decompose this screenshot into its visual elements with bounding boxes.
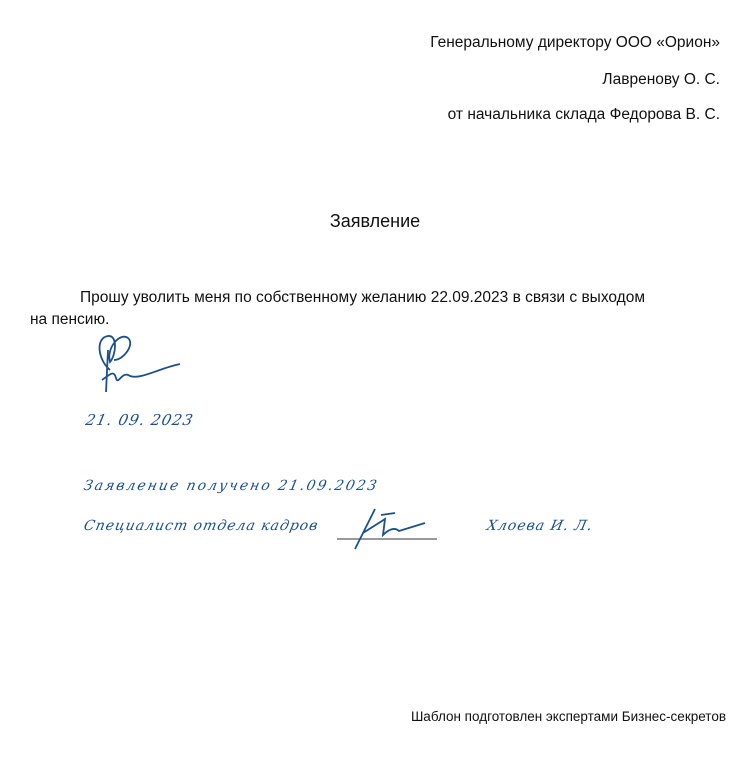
received-note: Заявление получено 21.09.2023: [82, 478, 381, 494]
addressee-line-2: Лавренову О. С.: [602, 71, 720, 88]
from-line: от начальника склада Федорова В. С.: [447, 106, 720, 123]
hr-signature: [335, 505, 445, 555]
body-line-2: на пенсию.: [30, 311, 110, 328]
applicant-signature: [80, 330, 190, 400]
hr-name: Хлоева И. Л.: [485, 518, 595, 534]
footer-credit: Шаблон подготовлен экспертами Бизнес-секретов: [410, 709, 726, 724]
hr-position: Специалист отдела кадров: [82, 518, 321, 534]
addressee-line-1: Генеральному директору ООО «Орион»: [430, 34, 720, 51]
applicant-date: 21. 09. 2023: [84, 411, 196, 429]
document-title: Заявление: [329, 211, 421, 231]
document-body: [30, 287, 690, 331]
body-line-1: Прошу уволить меня по собственному желанию 22.09.2023 в связи с выходом: [80, 289, 646, 306]
